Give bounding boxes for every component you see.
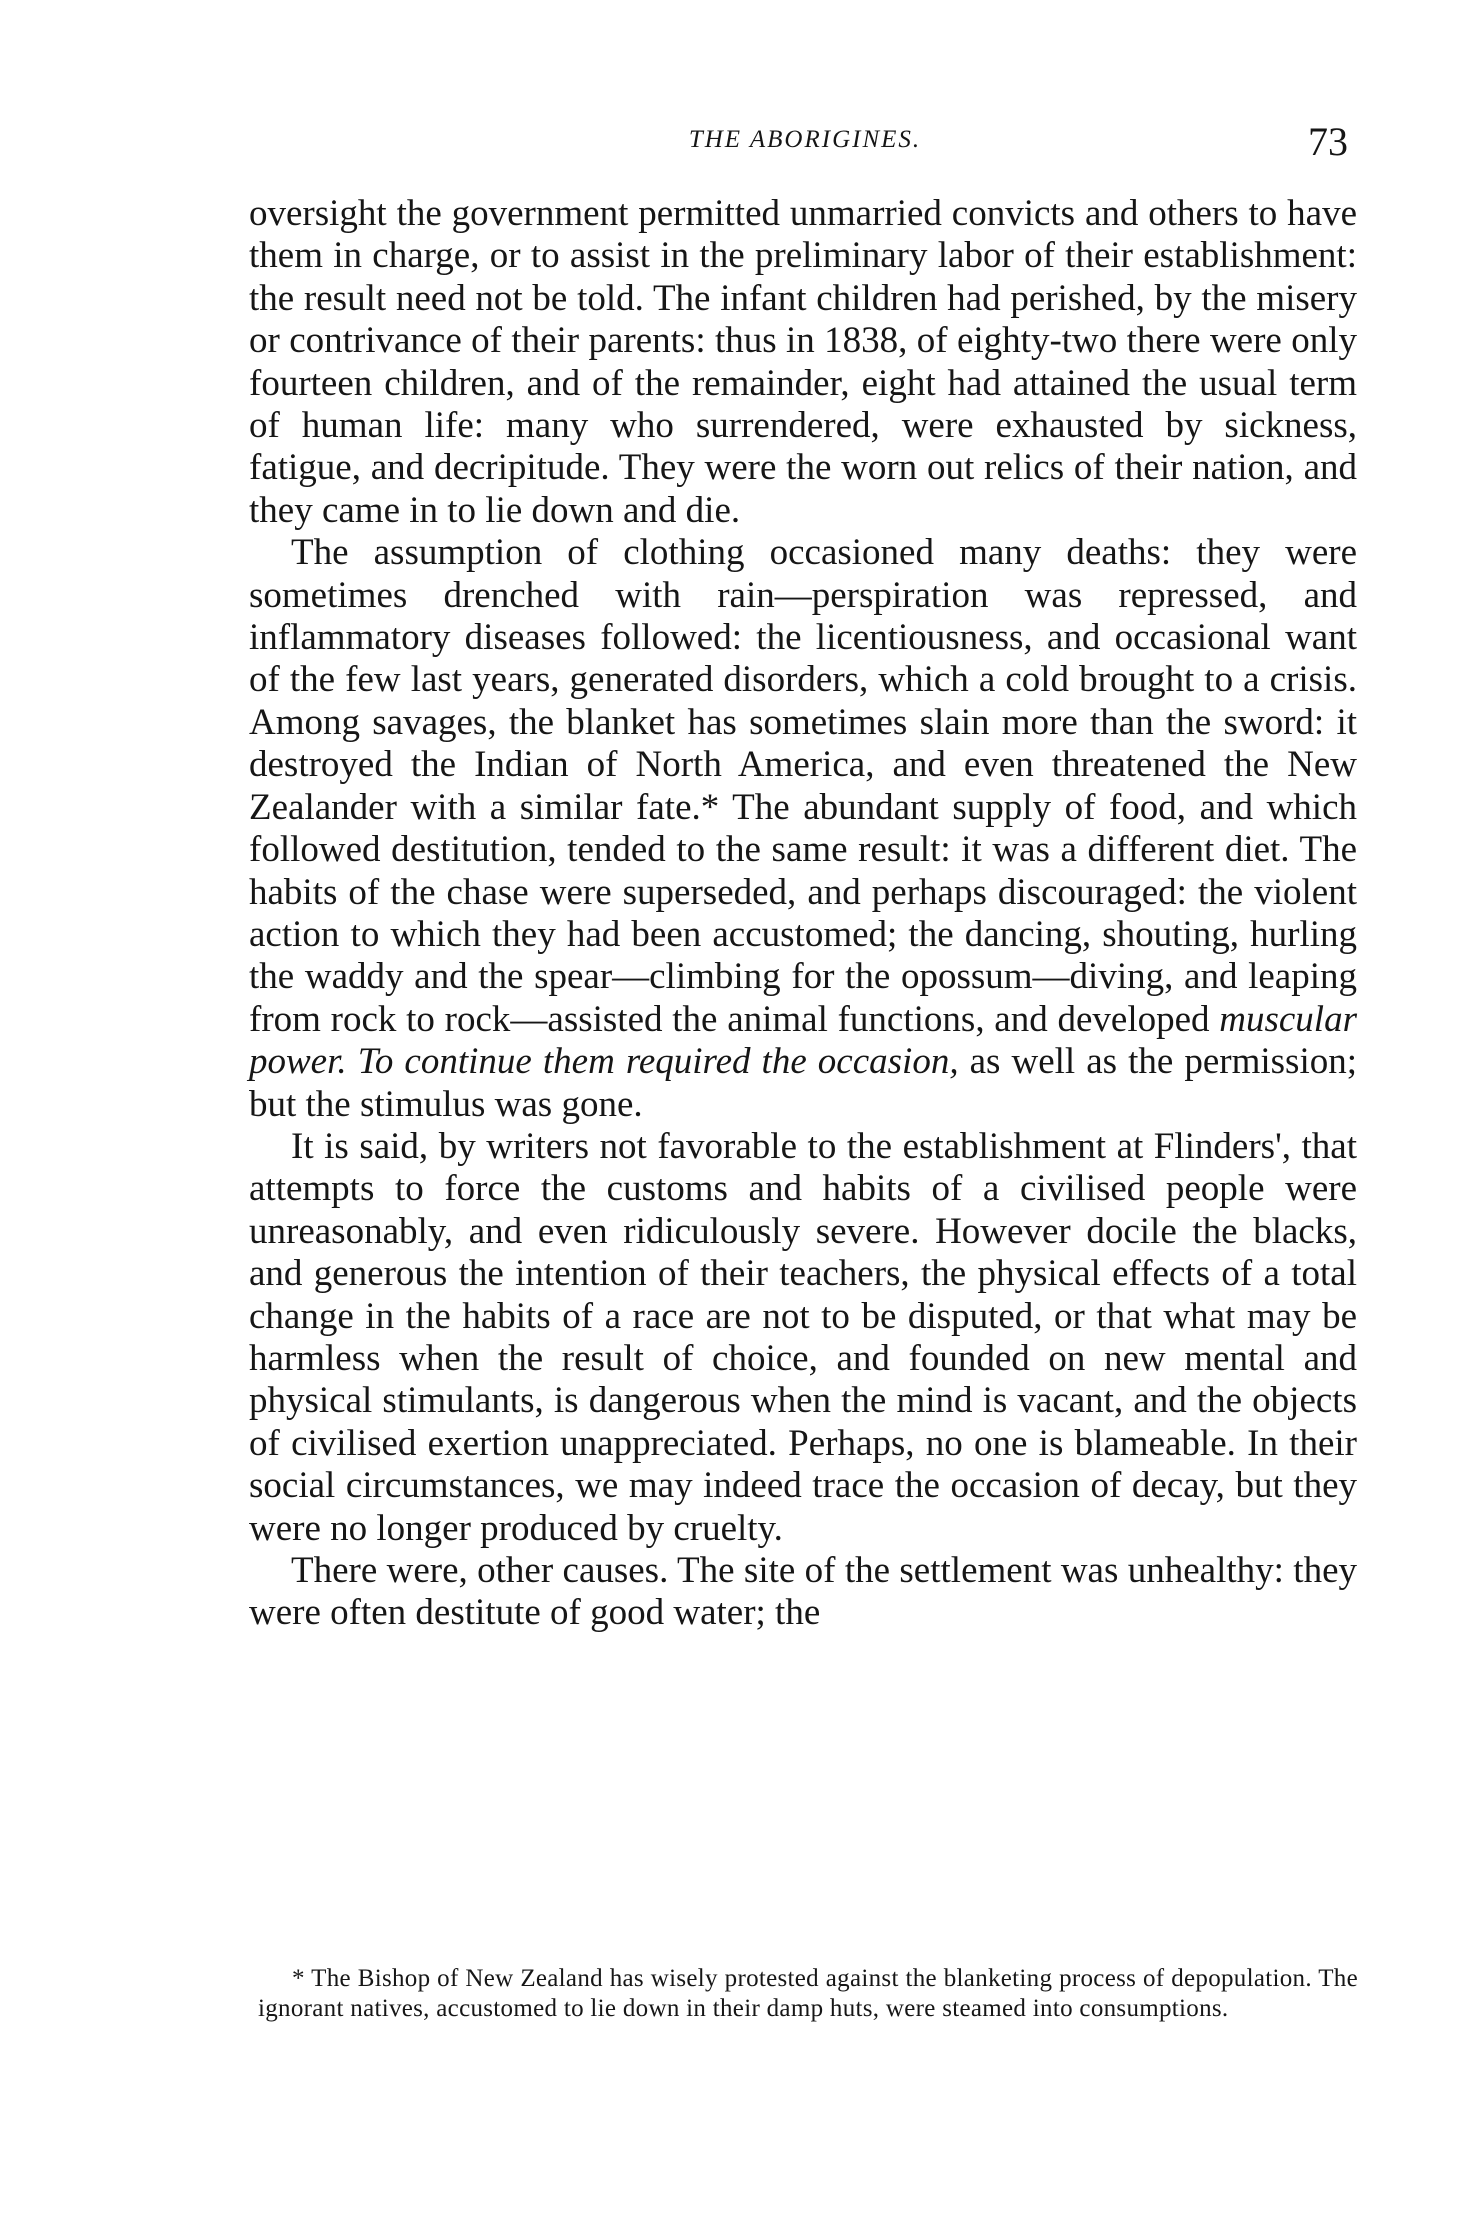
paragraph-2-text-a: The assumption of clothing occasioned many deaths: they were sometimes drenched with rain—perspiration was repressed, and inflammatory diseases followed: the licentiousness, and occasional want of the few last years, generated disorders, which a cold brought to a crisis. Among savages, the blanket has sometimes slain more than the sword: it destroyed the Indian of North America, and even threatened the New Zealander with a similar fate.* The abundant supply of food, and which followed destitution, tended to the same result: it was a different diet. The habits of the chase were superseded, and perhaps discouraged: the violent action to which they had been accustomed; the dancing, shouting, hurling the waddy and the spear—climbing for the opossum—diving, and leaping from rock to rock—assisted the animal functions, and developed xyxy=(249,532,1357,1040)
paragraph-4: There were, other causes. The site of the settlement was unhealthy: they were often destitute of good water; the xyxy=(249,1550,1357,1634)
body-text xyxy=(249,193,1357,1635)
footnote xyxy=(258,1964,1358,2024)
paragraph-3: It is said, by writers not favorable to the establishment at Flinders', that attempts to force the customs and habits of a civilised people were unreasonably, and even ridiculously severe. However docile the blacks, and generous the intention of their teachers, the physical effects of a total change in the habits of a race are not to be disputed, or that what may be harmless when the result of choice, and founded on new mental and physical stimulants, is dangerous when the mind is vacant, and the objects of civilised exertion unappreciated. Perhaps, no one is blameable. In their social circumstances, we may indeed trace the occasion of decay, but they were no longer produced by cruelty. xyxy=(249,1125,1357,1549)
paragraph-2-text-b: as well as the permission; but the stimulus was gone. xyxy=(249,1041,1357,1125)
paragraph-2 xyxy=(249,532,1357,1126)
paragraph-1: oversight the government permitted unmarried convicts and others to have them in charge, or to assist in the preliminary labor of their establishment: the result need not be told. The infant children had perished, by the misery or contrivance of their parents: thus in 1838, of eighty-two there were only fourteen children, and of the remainder, eight had attained the usual term of human life: many who surrendered, were exhausted by sickness, fatigue, and decripitude. They were the worn out relics of their nation, and they came in to lie down and die. xyxy=(249,193,1357,531)
footnote-text: * The Bishop of New Zealand has wisely protested against the blanketing process of depopulation. The ignorant natives, accustomed to lie down in their damp huts, were steamed into consumptions. xyxy=(258,1965,1358,2022)
page-number: 73 xyxy=(1308,119,1348,164)
running-head xyxy=(250,118,1360,168)
paragraph-2-italic-text: muscular power. To continue them required the occasion, xyxy=(249,998,1357,1083)
running-title: THE ABORIGINES. xyxy=(688,126,922,153)
